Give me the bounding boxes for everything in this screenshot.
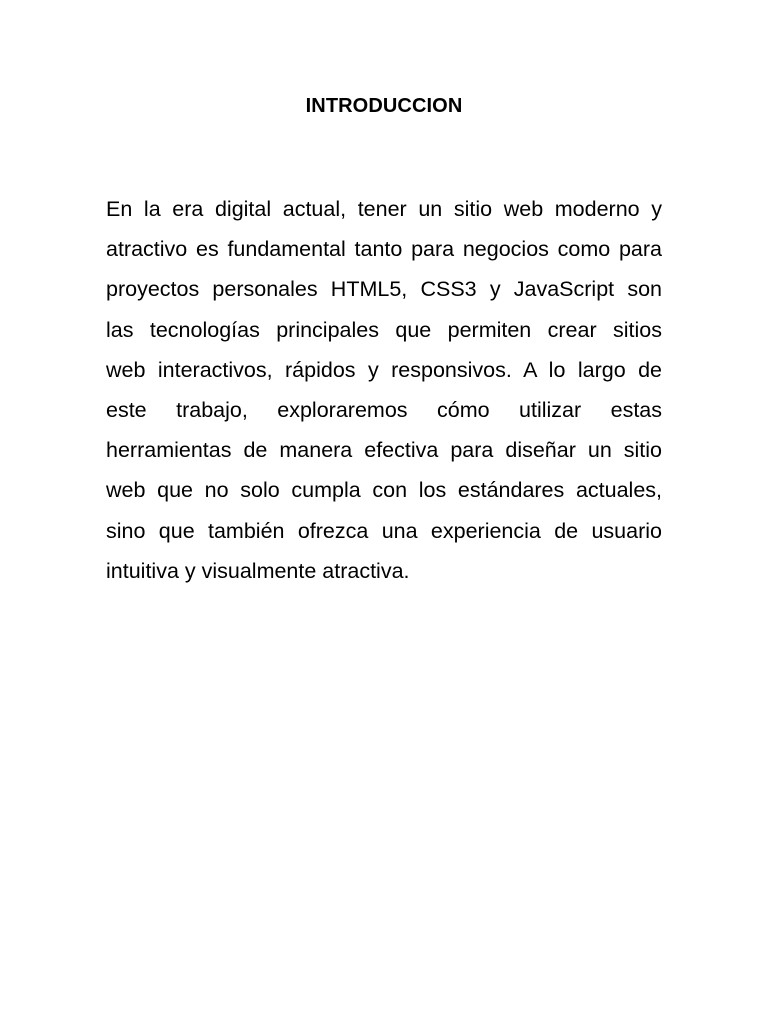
- paragraph-line: herramientas de manera efectiva para diseñar un sitio: [106, 438, 662, 463]
- introduction-paragraph: [106, 189, 662, 591]
- paragraph-line: sino que también ofrezca una experiencia de usuario: [106, 518, 662, 543]
- page-title: INTRODUCCION: [305, 95, 463, 117]
- paragraph-line: las tecnologías principales que permiten crear sitios: [106, 317, 662, 342]
- paragraph-line: web interactivos, rápidos y responsivos. A lo largo de: [106, 357, 662, 382]
- paragraph-line: En la era digital actual, tener un sitio web moderno y: [106, 197, 662, 221]
- paragraph-line: intuitiva y visualmente atractiva.: [106, 558, 410, 583]
- paragraph-line: proyectos personales HTML5, CSS3 y JavaScript son: [106, 277, 662, 302]
- paragraph-line: este trabajo, exploraremos cómo utilizar estas: [106, 398, 662, 423]
- paragraph-line: atractivo es fundamental tanto para negocios como para: [106, 237, 662, 262]
- paragraph-line: web que no solo cumpla con los estándares actuales,: [106, 478, 662, 503]
